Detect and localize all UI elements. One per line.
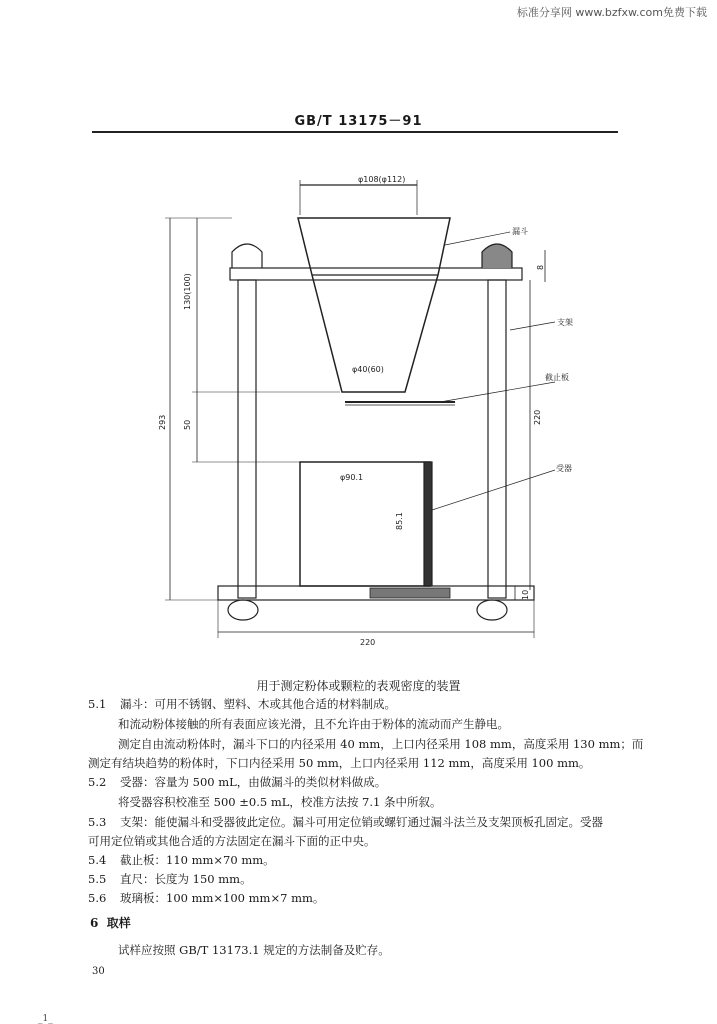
para-5-5-text: 直尺：长度为 150 mm。 bbox=[120, 872, 252, 886]
dim-funnel-height-label: 130(100) bbox=[183, 273, 192, 310]
para-5-3-text: 支架：能使漏斗和受器彼此定位。漏斗可用定位销或螺钉通过漏斗法兰及支架顶板孔固定。受器 bbox=[120, 815, 603, 829]
para-5-5 bbox=[88, 873, 252, 887]
dim-gap-label: 50 bbox=[183, 419, 192, 430]
para-5-1-number: 5.1 bbox=[88, 697, 107, 711]
para-5-1-b: 和流动粉体接触的所有表面应该光滑，且不允许由于粉体的流动而产生静电。 bbox=[118, 717, 509, 731]
para-5-2-number: 5.2 bbox=[88, 775, 107, 789]
page-number: 30 bbox=[92, 966, 105, 977]
dim-cup-diameter-label: φ90.1 bbox=[340, 473, 364, 482]
dim-total-label: 293 bbox=[158, 414, 167, 430]
corner-mark: _1_ bbox=[38, 1014, 53, 1024]
receiver-cup bbox=[300, 462, 430, 586]
plate-label: 截止板 bbox=[545, 373, 569, 382]
para-5-3-b: 可用定位销或其他合适的方法固定在漏斗下面的正中央。 bbox=[88, 834, 376, 848]
funnel-label: 漏斗 bbox=[512, 227, 528, 236]
figure-caption: 用于测定粉体或颗粒的表观密度的装置 bbox=[256, 679, 461, 693]
apparatus-figure bbox=[0, 170, 717, 670]
right-foot bbox=[477, 600, 507, 620]
para-5-6 bbox=[88, 892, 324, 906]
standard-header: GB/T 13175－91 bbox=[294, 114, 423, 129]
section-6-title: 取样 bbox=[106, 916, 131, 930]
para-5-6-number: 5.6 bbox=[88, 891, 107, 905]
para-5-3 bbox=[88, 816, 603, 830]
dim-small-label: 8 bbox=[536, 264, 545, 270]
section-6-number: 6 bbox=[90, 916, 99, 930]
para-5-1-c: 测定自由流动粉体时，漏斗下口的内径采用 40 mm，上口内径采用 108 mm，高度采用 130 mm；而 bbox=[118, 737, 644, 751]
header-rule bbox=[92, 131, 618, 133]
left-cap bbox=[232, 244, 262, 268]
para-5-5-number: 5.5 bbox=[88, 872, 107, 886]
right-post bbox=[488, 280, 506, 598]
left-foot bbox=[228, 600, 258, 620]
dim-width-label: 220 bbox=[360, 638, 376, 647]
right-cap bbox=[482, 244, 512, 268]
dim-right-height-label: 220 bbox=[533, 409, 542, 425]
para-5-4-number: 5.4 bbox=[88, 853, 107, 867]
cup-label: 受器 bbox=[556, 464, 572, 473]
para-5-4-text: 截止板：110 mm×70 mm。 bbox=[120, 853, 275, 867]
para-5-3-number: 5.3 bbox=[88, 815, 107, 829]
dim-top-label: φ108(φ112) bbox=[358, 175, 406, 184]
section-6-heading bbox=[90, 914, 131, 931]
dim-outlet-label: φ40(60) bbox=[352, 365, 384, 374]
frame-label: 支架 bbox=[557, 318, 573, 327]
top-plate bbox=[230, 268, 522, 280]
section-6-text: 试样应按照 GB/T 13173.1 规定的方法制备及贮存。 bbox=[118, 943, 390, 957]
watermark: 标准分享网 www.bzfxw.com免费下载 bbox=[516, 6, 707, 19]
para-5-2-b: 将受器容积校准至 500 ±0.5 mL，校准方法按 7.1 条中所叙。 bbox=[118, 795, 442, 809]
dim-base-label: 10 bbox=[521, 589, 530, 600]
dim-cup-height-label: 85.1 bbox=[395, 512, 404, 530]
para-5-4 bbox=[88, 854, 275, 868]
para-5-2-text: 受器：容量为 500 mL，由做漏斗的类似材料做成。 bbox=[120, 775, 387, 789]
left-post bbox=[238, 280, 256, 598]
para-5-1-text: 漏斗：可用不锈钢、塑料、木或其他合适的材料制成。 bbox=[120, 697, 396, 711]
para-5-6-text: 玻璃板：100 mm×100 mm×7 mm。 bbox=[120, 891, 325, 905]
para-5-1 bbox=[88, 698, 396, 712]
para-5-1-d: 测定有结块趋势的粉体时，下口内径采用 50 mm，上口内径采用 112 mm，高度采用 100 mm。 bbox=[88, 756, 591, 770]
para-5-2 bbox=[88, 776, 386, 790]
